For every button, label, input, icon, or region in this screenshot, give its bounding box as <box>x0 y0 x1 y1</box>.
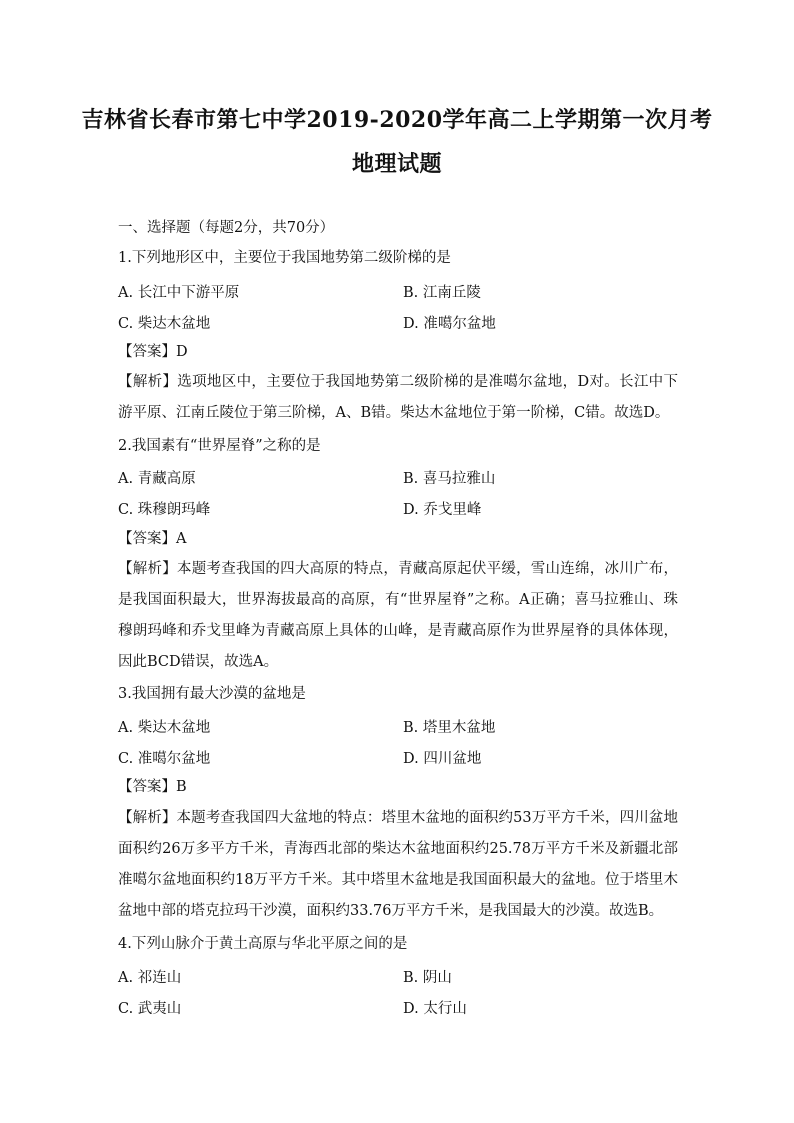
question-1-option-a: A. 长江中下游平原 <box>118 285 240 301</box>
question-4-option-b: B. 阴山 <box>403 970 452 986</box>
question-3-stem: 3.我国拥有最大沙漠的盆地是 <box>118 686 306 702</box>
question-2-option-c: C. 珠穆朗玛峰 <box>118 502 211 518</box>
question-2-answer: 【答案】A <box>118 531 187 547</box>
question-4-option-a: A. 祁连山 <box>118 970 182 986</box>
question-3-analysis: 【解析】本题考查我国四大盆地的特点：塔里木盆地的面积约53万平方千米，四川盆地面积约26万多平方千米，青海西北部的柴达木盆地面积约25.78万平方千米及新疆北部准噶尔盆地面积约18万平方千米。其中塔里木盆地是我国面积最大的盆地。位于塔里木盆地中部的塔克拉玛干沙漠，面积约33.76万平方千米，是我国最大的沙漠。故选B。 <box>118 810 678 919</box>
question-4-stem: 4.下列山脉介于黄土高原与华北平原之间的是 <box>118 936 408 952</box>
question-1-answer: 【答案】D <box>118 344 188 360</box>
question-3-option-d: D. 四川盆地 <box>403 751 482 767</box>
question-4-option-c: C. 武夷山 <box>118 1001 182 1017</box>
section-heading: 一、选择题（每题2分，共70分） <box>118 220 335 236</box>
question-2-option-b: B. 喜马拉雅山 <box>403 471 496 487</box>
question-3-option-b: B. 塔里木盆地 <box>403 720 496 736</box>
question-2-stem: 2.我国素有“世界屋脊”之称的是 <box>118 438 321 454</box>
question-3-option-c: C. 准噶尔盆地 <box>118 751 211 767</box>
document-title: 吉林省长春市第七中学2019-2020学年高二上学期第一次月考 <box>81 107 713 133</box>
question-2-option-a: A. 青藏高原 <box>118 471 196 487</box>
question-3-option-a: A. 柴达木盆地 <box>118 720 211 736</box>
question-3-answer: 【答案】B <box>118 779 187 795</box>
question-2-analysis: 【解析】本题考查我国的四大高原的特点，青藏高原起伏平缓，雪山连绵，冰川广布，是我国面积最大，世界海拔最高的高原，有“世界屋脊”之称。A正确；喜马拉雅山、珠穆朗玛峰和乔戈里峰为青藏高原上具体的山峰，是青藏高原作为世界屋脊的具体体现，因此BCD错误，故选A。 <box>118 561 678 670</box>
question-1-analysis: 【解析】选项地区中，主要位于我国地势第二级阶梯的是准噶尔盆地，D对。长江中下游平原、江南丘陵位于第三阶梯，A、B错。柴达木盆地位于第一阶梯，C错。故选D。 <box>118 374 678 421</box>
question-1-option-d: D. 准噶尔盆地 <box>403 316 496 332</box>
question-1-option-c: C. 柴达木盆地 <box>118 316 211 332</box>
question-1-option-b: B. 江南丘陵 <box>403 285 481 301</box>
question-4-option-d: D. 太行山 <box>403 1001 467 1017</box>
question-2-option-d: D. 乔戈里峰 <box>403 502 482 518</box>
question-1-stem: 1.下列地形区中，主要位于我国地势第二级阶梯的是 <box>118 250 451 266</box>
document-subtitle: 地理试题 <box>351 151 442 177</box>
